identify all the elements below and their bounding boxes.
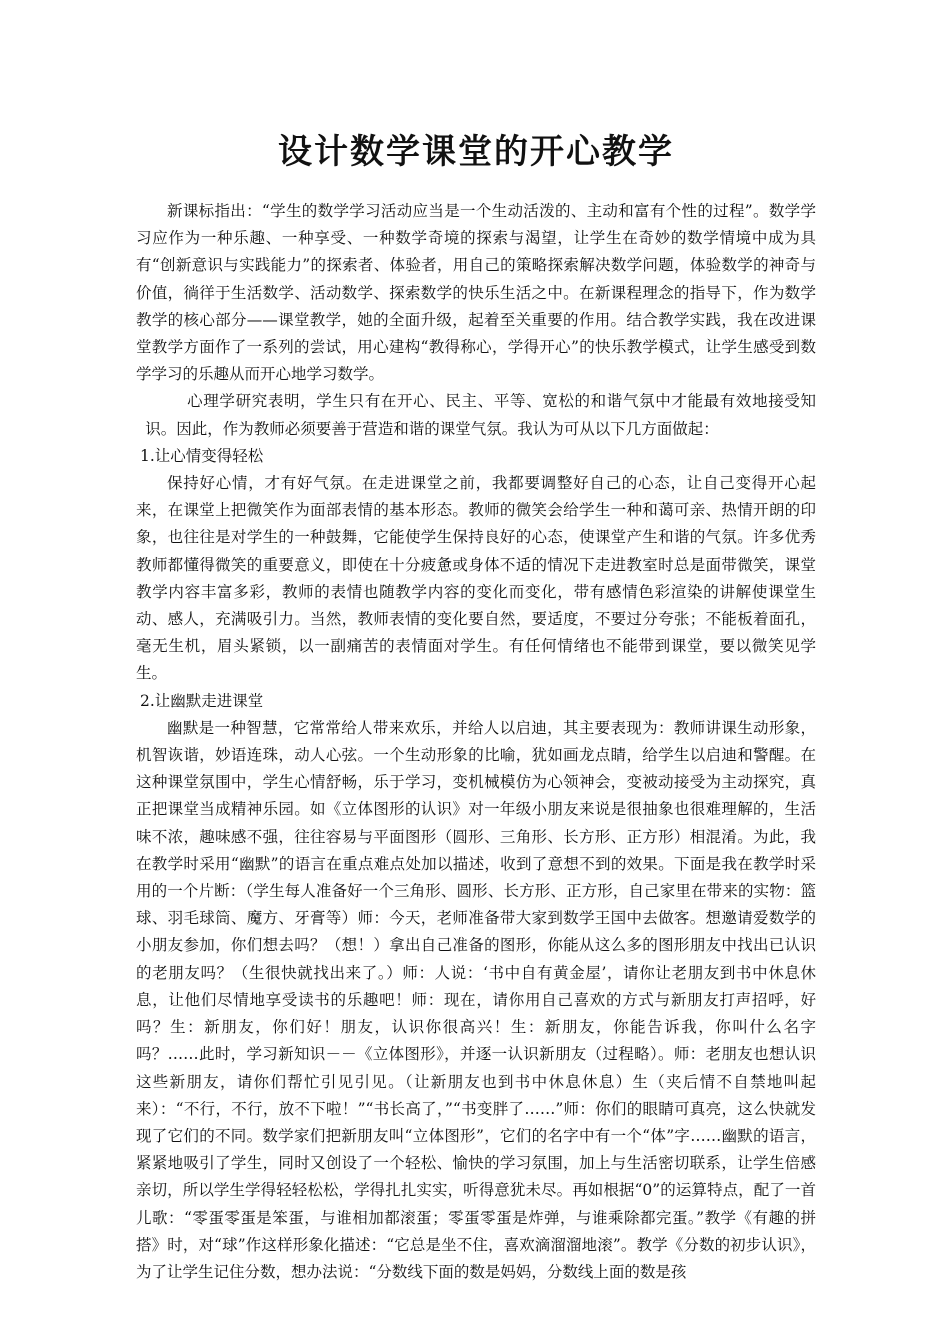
document-page: [136, 112, 816, 1286]
psychology-paragraph: 心理学研究表明，学生只有在开心、民主、平等、宽松的和谐气氛中才能最有效地接受知识。因此，作为教师必须要善于营造和谐的课堂气氛。我认为可从以下几方面做起：: [145, 392, 816, 438]
intro-paragraph: 新课标指出：“学生的数学学习活动应当是一个生动活泼的、主动和富有个性的过程”。数学学习应作为一种乐趣、一种享受、一种数学奇境的探索与渴望，让学生在奇妙的数学情境中成为具有“创新意识与实践能力”的探索者、体验者，用自己的策略探索解决数学问题，体验数学的神奇与价值，徜徉于生活数学、活动数学、探索数学的快乐生活之中。在新课程理念的指导下，作为数学教学的核心部分——课堂教学，她的全面升级，起着至关重要的作用。结合教学实践，我在改进课堂教学方面作了一系列的尝试，用心建构“教得称心，学得开心”的快乐教学模式，让学生感受到数学学习的乐趣从而开心地学习数学。: [136, 202, 816, 384]
section-1-body: 保持好心情，才有好气氛。在走进课堂之前，我都要调整好自己的心态，让自己变得开心起来，在课堂上把微笑作为面部表情的基本形态。教师的微笑会给学生一种和蔼可亲、热情开朗的印象，也往往是对学生的一种鼓舞，它能使学生保持良好的心态，使课堂产生和谐的气氛。许多优秀教师都懂得微笑的重要意义，即使在十分疲惫或身体不适的情况下走进教室时总是面带微笑，课堂教学内容丰富多彩，教师的表情也随教学内容的变化而变化，带有感情色彩渲染的讲解使课堂生动、感人，充满吸引力。当然，教师表情的变化要自然，要适度，不要过分夸张；不能板着面孔，毫无生机，眉头紧锁，以一副痛苦的表情面对学生。有任何情绪也不能带到课堂，要以微笑见学生。: [136, 474, 816, 683]
document-title: 设计数学课堂的开心教学: [278, 132, 674, 172]
section-2-heading: 2.让幽默走进课堂: [140, 691, 264, 710]
section-1-heading: 1.让心情变得轻松: [140, 446, 264, 465]
section-2-body: 幽默是一种智慧，它常常给人带来欢乐，并给人以启迪，其主要表现为：教师讲课生动形象，机智诙谐，妙语连珠，动人心弦。一个生动形象的比喻，犹如画龙点睛，给学生以启迪和警醒。在这种课堂氛围中，学生心情舒畅，乐于学习，变机械模仿为心领神会，变被动接受为主动探究，真正把课堂当成精神乐园。如《立体图形的认识》对一年级小朋友来说是很抽象也很难理解的，生活味不浓，趣味感不强，往往容易与平面图形（圆形、三角形、长方形、正方形）相混淆。为此，我在教学时采用“幽默”的语言在重点难点处加以描述，收到了意想不到的效果。下面是我在教学时采用的一个片断：（学生每人准备好一个三角形、圆形、长方形、正方形，自己家里在带来的实物：篮球、羽毛球筒、魔方、牙膏等）师：今天，老师准备带大家到数学王国中去做客。想邀请爱数学的小朋友参加，你们想去吗？（想！）拿出自己准备的图形，你能从这么多的图形朋友中找出已认识的老朋友吗？（生很快就找出来了。）师：人说：‘书中自有黄金屋’，请你让老朋友到书中休息休息，让他们尽情地享受读书的乐趣吧！师：现在，请你用自己喜欢的方式与新朋友打声招呼，好吗？生：新朋友，你们好！朋友，认识你很高兴！生：新朋友，你能告诉我，你叫什么名字吗？……此时，学习新知识－－《立体图形》，并逐一认识新朋友（过程略）。师：老朋友也想认识这些新朋友，请你们帮忙引见引见。（让新朋友也到书中休息休息）生（夹后情不自禁地叫起来）：“不行，不行，放不下啦！”“书长高了，”“书变胖了……”师：你们的眼睛可真亮，这么快就发现了它们的不同。数学家们把新朋友叫“立体图形”，它们的名字中有一个“体”字……幽默的语言，紧紧地吸引了学生，同时又创设了一个轻松、愉快的学习氛围，加上与生活密切联系，让学生倍感亲切，所以学生学得轻轻松松，学得扎扎实实，听得意犹未尽。再如根据“0”的运算特点，配了一首儿歌：“零蛋零蛋是笨蛋，与谁相加都滚蛋；零蛋零蛋是炸弹，与谁乘除都完蛋。”教学《有趣的拼搭》时，对“球”作这样形象化描述：“它总是坐不住，喜欢滴溜溜地滚”。教学《分数的初步认识》，为了让学生记住分数，想办法说：“分数线下面的数是妈妈，分数线上面的数是孩: [136, 718, 816, 1281]
